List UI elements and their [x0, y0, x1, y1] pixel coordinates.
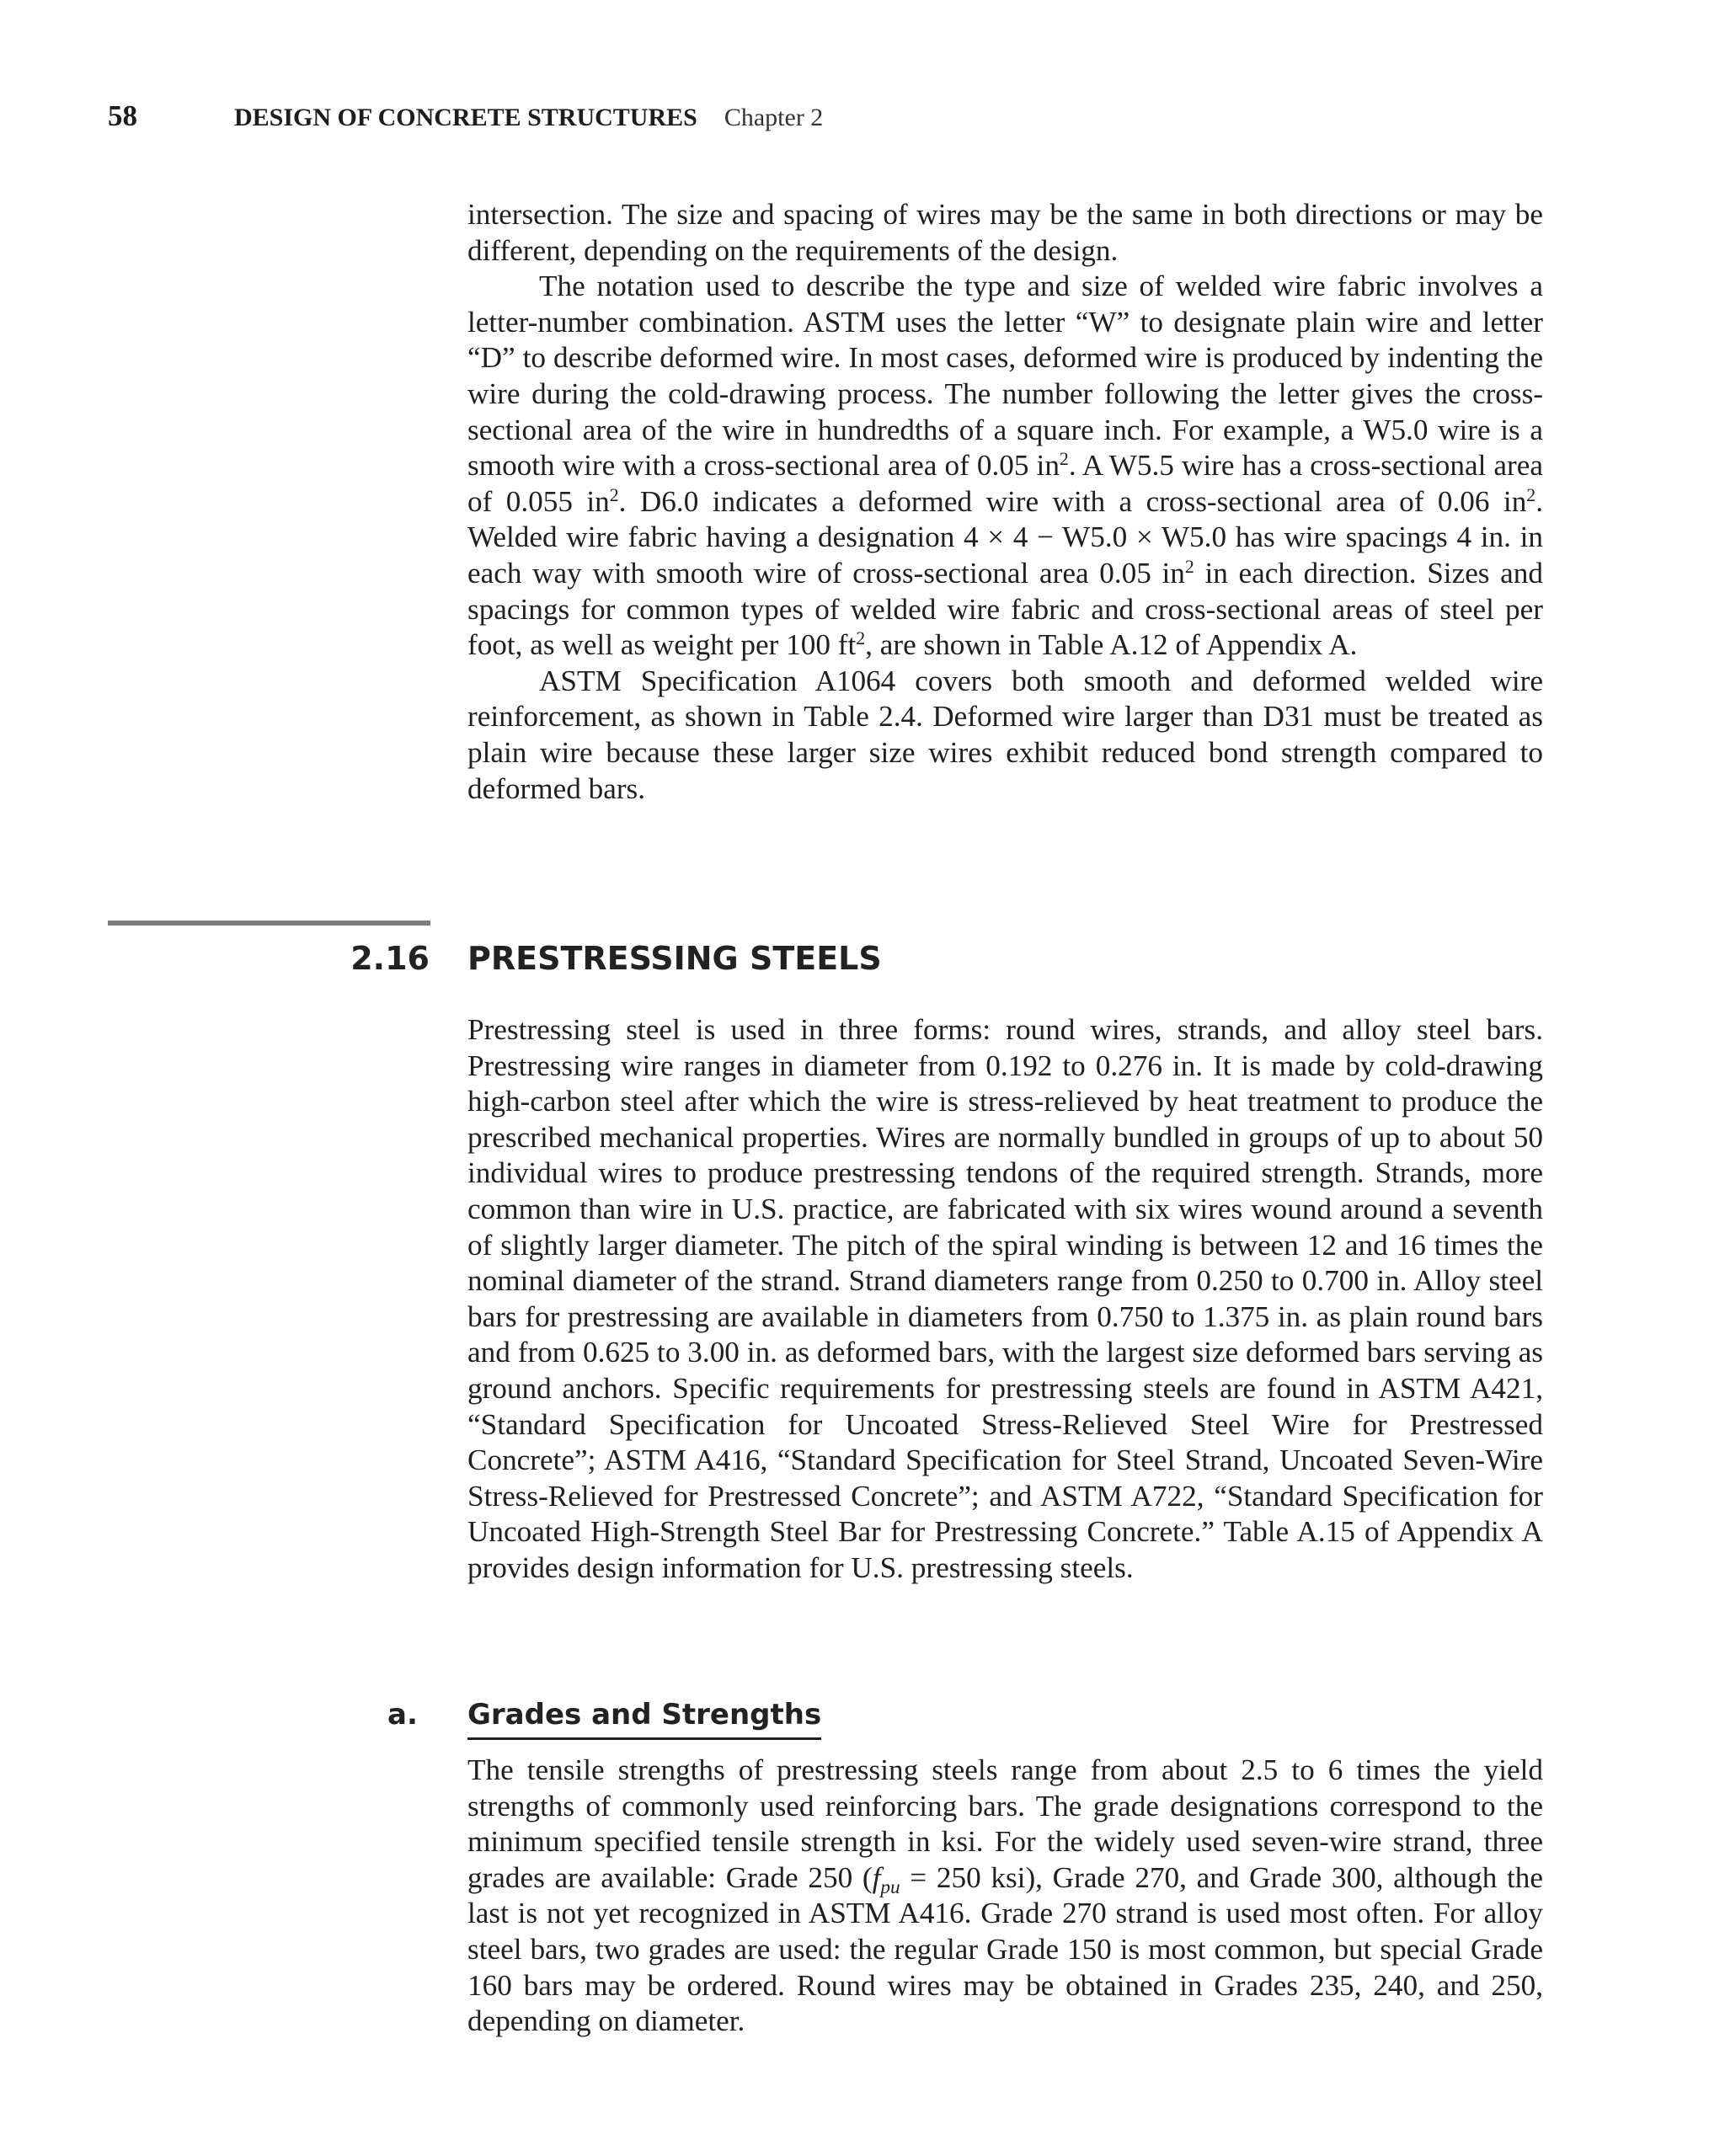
section-number: 2.16	[350, 940, 430, 977]
section-text-block	[467, 1012, 1543, 1587]
superscript: 2	[856, 628, 866, 649]
text-run: = 250 ksi), Grade 270, and Grade 300, although the last is not yet recognized in ASTM A416. Grade 270 strand is used most often. For alloy steel bars, two grades are used: the regular Grade 150 is most common, but special Grade 160 bars may be ordered. Round wires may be obtained in Grades 235, 240, and 250, depending on diameter.	[467, 1860, 1543, 2038]
intro-paragraph-1: intersection. The size and spacing of wires may be the same in both directions or may be different, depending on the requirements of the design.	[467, 198, 1543, 267]
text-run: in each direction. Sizes and spacings for common types of welded wire fabric and cross-sectional areas of steel per foot, as well as weight per 100 ft	[467, 556, 1543, 662]
section-paragraph-1: Prestressing steel is used in three forms: round wires, strands, and alloy steel bars. Prestressing wire ranges in diameter from 0.192 to 0.276 in. It is made by cold-drawing high-carbon steel after which the wire is stress-relieved by heat treatment to produce the prescribed mechanical properties. Wires are normally bundled in groups of up to about 50 individual wires to produce prestressing tendons of the required strength. Strands, more common than wire in U.S. practice, are fabricated with six wires wound around a seventh of slightly larger diameter. The pitch of the spiral winding is between 12 and 16 times the nominal diameter of the strand. Strand diameters range from 0.250 to 0.700 in. Alloy steel bars for prestressing are available in diameters from 0.750 to 1.375 in. as plain round bars and from 0.625 to 3.00 in. as deformed bars, with the largest size deformed bars serving as ground anchors. Specific requirements for prestressing steels are found in ASTM A421, “Standard Specification for Uncoated Stress-Relieved Steel Wire for Prestressed Concrete”; ASTM A416, “Standard Specification for Steel Strand, Uncoated Seven-Wire Stress-Relieved for Prestressed Concrete”; and ASTM A722, “Standard Specification for Uncoated High-Strength Steel Bar for Prestressing Concrete.” Table A.15 of Appendix A provides design information for U.S. prestressing steels.	[467, 1013, 1543, 1584]
variable-subscript: pu	[880, 1876, 900, 1898]
text-run: . Welded wire fabric having a designation 4 × 4 − W5.0 × W5.0 has wire spacings 4 in. in each way with smooth wire of cross-sectional area 0.05 in	[467, 484, 1543, 590]
subsection-paragraph-1	[467, 1753, 1543, 2040]
section-title: PRESTRESSING STEELS	[467, 940, 882, 977]
variable-f: f	[872, 1860, 881, 1894]
running-title: DESIGN OF CONCRETE STRUCTURES	[234, 104, 697, 131]
superscript: 2	[1526, 484, 1536, 505]
section-rule	[108, 921, 430, 926]
subscript-pu	[880, 1876, 900, 1898]
page-number: 58	[108, 99, 137, 132]
text-run: , are shown in Table A.12 of Appendix A.	[865, 628, 1358, 662]
subsection-label: a.	[387, 1698, 418, 1732]
intro-paragraph-3: ASTM Specification A1064 covers both smooth and deformed welded wire reinforcement, as shown in Table 2.4. Deformed wire larger than D31 must be treated as plain wire because these larger size wires exhibit reduced bond strength compared to deformed bars.	[467, 664, 1543, 805]
superscript: 2	[1184, 556, 1194, 577]
intro-paragraph-2	[467, 269, 1543, 664]
superscript: 2	[609, 484, 619, 505]
text-run: . A W5.5 wire has a cross-sectional area of 0.055 in	[467, 449, 1544, 518]
chapter-label: Chapter 2	[724, 104, 824, 131]
text-run: The tensile strengths of prestressing steels range from about 2.5 to 6 times the yield strengths of commonly used reinforcing bars. The grade designations correspond to the minimum specified tensile strength in ksi. For the widely used seven-wire strand, three grades are available: Grade 250 (	[467, 1753, 1543, 1894]
superscript: 2	[1059, 449, 1069, 470]
text-run: The notation used to describe the type and size of welded wire fabric involves a letter-number combination. ASTM uses the letter “W” to designate plain wire and letter “D” to describe deformed wire. In most cases, deformed wire is produced by indenting the wire during the cold-drawing process. The number following the letter gives the cross-sectional area of the wire in hundredths of a square inch. For example, a W5.0 wire is a smooth wire with a cross-sectional area of 0.05 in	[467, 270, 1543, 483]
text-run: . D6.0 indicates a deformed wire with a cross-sectional area of 0.06 in	[618, 484, 1527, 518]
running-header	[108, 99, 823, 147]
subsection-title: Grades and Strengths	[467, 1693, 821, 1740]
subsection-text-block	[467, 1753, 1543, 2040]
intro-text-block	[467, 197, 1543, 807]
